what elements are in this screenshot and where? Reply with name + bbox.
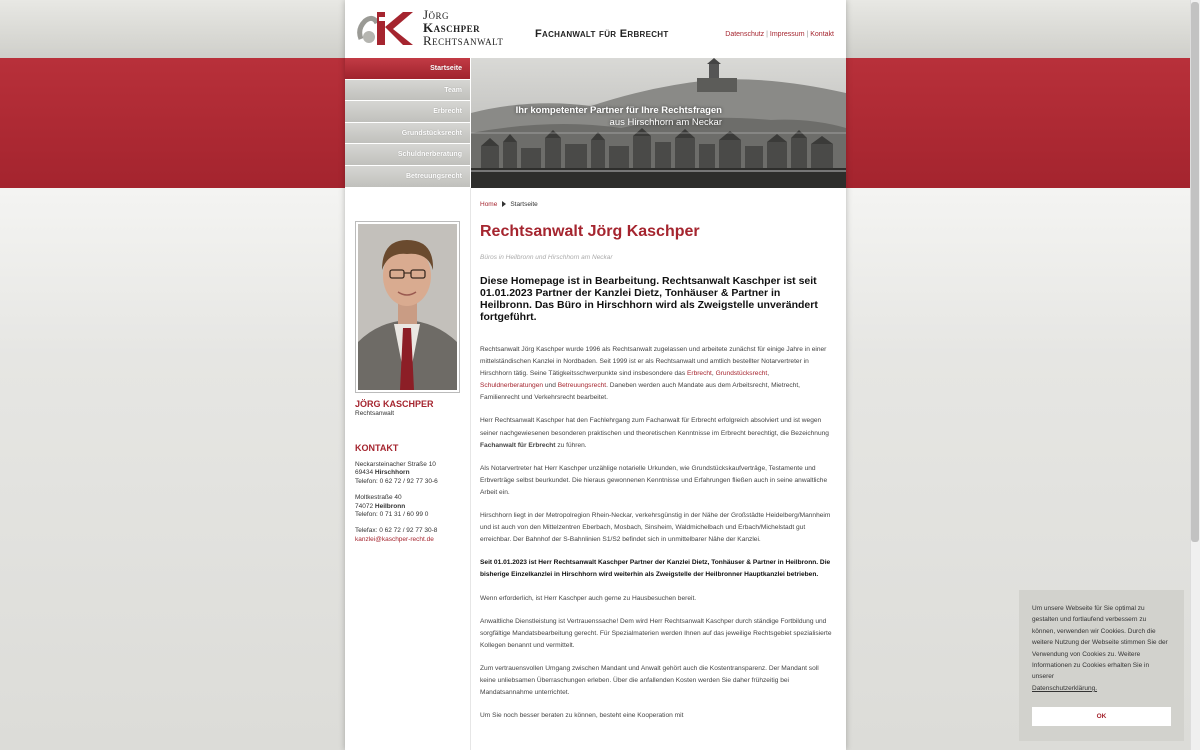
lead-paragraph: Diese Homepage ist in Bearbeitung. Rechtsanwalt Kaschper ist seit 01.01.2023 Partner der Kanzlei Dietz, Tonhäuser & Partner in Heilbronn. Das Büro in Hirschhorn wird als Zweigstelle unverändert fortgeführt.	[480, 275, 818, 323]
brand-name	[423, 8, 503, 47]
office2-phone: Telefon: 0 71 31 / 60 99 0	[355, 511, 429, 519]
paragraph-text: Rechtsanwalt Jörg Kaschper wurde 1996 als Rechtsanwalt zugelassen und arbeitete zunächst für einige Jahre in einer mittelständischen Kanzlei in Nordbaden. Seit 1999 ist er als Rechtsanwalt und amtlich bestellter Notarvertreter in Hirschhorn tätig. Seine Tätigkeitsschwerpunkte sind insbesondere das	[480, 346, 827, 378]
brand-line-3: Rechtsanwalt	[423, 33, 504, 48]
cookie-privacy-link[interactable]: Datenschutzerklärung.	[1032, 684, 1098, 692]
office1-city: Hirschhorn	[374, 469, 410, 477]
page-title: Rechtsanwalt Jörg Kaschper	[480, 223, 700, 240]
main-content	[480, 188, 835, 750]
contact-details	[355, 461, 467, 544]
contact-heading: KONTAKT	[355, 443, 399, 453]
separator: |	[764, 31, 770, 38]
paragraph-text: zu führen.	[555, 441, 587, 449]
paragraph-4: Hirschhorn liegt in der Metropolregion Rhein-Neckar, verkehrsgünstig in der Nähe der Großstädte Heidelberg/Mannheim und ist auch von den Mittelzentren Eberbach, Mosbach, Sinsheim, Waldmichelbach und Erbach/Michelstadt gut erreichbar. Der Bahnhof der S-Bahnlinien S1/S2 befindet sich in unmittelbarer Nähe der Kanzlei.	[480, 512, 831, 544]
link-grundstuecksrecht[interactable]: Grundstücksrecht	[715, 370, 768, 378]
paragraph-7: Anwaltliche Dienstleistung ist Vertrauenssache! Dem wird Herr Rechtsanwalt Kaschper durch ständige Fortbildung und sorgfältige Mandatsbearbeitung gerecht. Für Spezialmaterien werden Ihnen auf das jeweilige Rechtsgebiet spezialisierte Kollegen benannt und vermittelt.	[480, 617, 832, 649]
breadcrumb	[480, 201, 538, 208]
nav-item-schuldnerberatung[interactable]: Schuldnerberatung	[345, 144, 470, 166]
bold-text: Fachanwalt für Erbrecht	[480, 441, 556, 449]
link-datenschutz[interactable]: Datenschutz	[725, 31, 765, 38]
office2-street: Moltkestraße 40	[355, 494, 402, 502]
breadcrumb-current: Startseite	[510, 201, 538, 208]
office1-phone: Telefon: 0 62 72 / 92 77 30-6	[355, 477, 438, 485]
cookie-text: Um unsere Webseite für Sie optimal zu gestalten und fortlaufend verbessern zu können, verwenden wir Cookies. Durch die weitere Nutzung der Webseite stimmen Sie der Verwendung von Cookies zu. Weitere Informationen zu Cookies erhalten Sie in unserer	[1032, 605, 1168, 681]
paragraph-2	[480, 415, 833, 451]
breadcrumb-home[interactable]: Home	[480, 201, 498, 208]
hero-caption	[516, 105, 722, 129]
nav-item-erbrecht[interactable]: Erbrecht	[345, 101, 470, 123]
nav-item-grundstuecksrecht[interactable]: Grundstücksrecht	[345, 123, 470, 145]
paragraph-6: Wenn erforderlich, ist Herr Kaschper auch gerne zu Hausbesuchen bereit.	[480, 594, 697, 602]
top-links	[725, 31, 834, 38]
breadcrumb-arrow-icon	[502, 201, 506, 207]
office2-city-line	[355, 503, 467, 511]
paragraph-text: Herr Rechtsanwalt Kaschper hat den Fachlehrgang zum Fachanwalt für Erbrecht erfolgreich absolviert und ist wegen seiner nachgewiesenen besonderen praktischen und theoretischen Kenntnisse im Erbrecht berechtigt, die Bezeichnung	[480, 417, 829, 437]
link-kontakt[interactable]: Kontakt	[810, 31, 834, 38]
nav-item-startseite[interactable]: Startseite	[345, 58, 470, 80]
page-subtitle: Büros in Heilbronn und Hirschhorn am Neckar	[480, 254, 613, 261]
paragraph-1: Rechtsanwalt Jörg Kaschper wurde 1996 als Rechtsanwalt zugelassen und arbeitete zunächst für einige Jahre in einer mittelständischen Kanzlei in Nordbaden. Seit 1999 ist er als Rechtsanwalt und amtlich bestellter Notarvertreter in Hirschhorn tätig. Seine Tätigkeitsschwerpunkte sind insbesondere das Erbrecht, Grundstücksrecht, Schuldnerberatungen und Betreuungsrecht. Daneben werden auch Mandate aus dem Arbeitsrecht, Mietrecht, Familienrecht und Verkehrsrecht bearbeitet.	[480, 346, 827, 402]
sidebar-person-name: JÖRG KASCHPER	[355, 399, 434, 409]
header	[345, 0, 846, 58]
office1-city-line	[355, 469, 467, 477]
sidebar-person-role: Rechtsanwalt	[355, 410, 395, 417]
office2-city: Heilbronn	[374, 502, 406, 510]
hero-banner	[471, 58, 846, 188]
link-erbrecht[interactable]: Erbrecht	[686, 370, 712, 378]
main-nav	[345, 58, 470, 188]
paragraph-3: Als Notarvertreter hat Herr Kaschper unzählige notarielle Urkunden, wie Grundstückskaufverträge, Testamente und Erbverträge selbst beurkundet. Die hieraus gewonnenen Kenntnisse und Erfahrungen fließen auch in seine anwaltliche Arbeit ein.	[480, 464, 828, 496]
paragraph-text: und	[543, 382, 558, 390]
nav-item-betreuungsrecht[interactable]: Betreuungsrecht	[345, 166, 470, 188]
link-schuldnerberatungen[interactable]: Schuldnerberatungen	[480, 382, 544, 390]
header-tagline: Fachanwalt für Erbrecht	[535, 28, 669, 40]
paragraph-text: . Daneben werden auch Mandate aus dem Arbeitsrecht, Mietrecht, Familienrecht und Verkehrsrecht bearbeitet.	[480, 382, 801, 402]
body-text	[480, 344, 833, 733]
logo-mark-icon	[355, 9, 415, 48]
sidebar	[345, 188, 471, 750]
hero-caption-line-2: aus Hirschhorn am Neckar	[609, 117, 722, 128]
paragraph-8: Zum vertrauensvollen Umgang zwischen Mandant und Anwalt gehört auch die Kostentransparenz. Der Mandant soll keine unliebsamen Überraschungen erleben. Über die anfallenden Kosten werden Sie daher frühzeitig bei Mandatsannahme unterrichtet.	[480, 664, 819, 697]
separator: |	[804, 31, 811, 38]
office1-zip: 69434	[355, 469, 374, 477]
link-betreuungsrecht[interactable]: Betreuungsrecht	[557, 382, 607, 390]
paragraph-5: Seit 01.01.2023 ist Herr Rechtsanwalt Kaschper Partner der Kanzlei Dietz, Tonhäuser & Partner in Heilbronn. Die bisherige Einzelkanzlei in Hirschhorn wird weiterhin als Zweigstelle der Heilbronner Hauptkanzlei betrieben.	[480, 559, 831, 579]
brand-line-1: Jörg	[423, 7, 450, 22]
nav-item-team[interactable]: Team	[345, 80, 470, 102]
hero-caption-line-1: Ihr kompetenter Partner für Ihre Rechtsfragen	[515, 105, 722, 116]
portrait-photo	[355, 221, 460, 393]
link-impressum[interactable]: Impressum	[769, 31, 805, 38]
logo[interactable]	[355, 9, 415, 48]
fax-number: Telefax: 0 62 72 / 92 77 30-8	[355, 527, 438, 535]
office2-zip: 74072	[355, 502, 374, 510]
office1-street: Neckarsteinacher Straße 10	[355, 461, 436, 468]
paragraph-9: Um Sie noch besser beraten zu können, besteht eine Kooperation mit	[480, 712, 684, 720]
brand-line-2: Kaschper	[423, 20, 481, 35]
page-container	[345, 0, 846, 750]
email-link[interactable]: kanzlei@kaschper-recht.de	[355, 535, 434, 543]
cookie-banner	[1019, 590, 1184, 741]
scrollbar-thumb[interactable]	[1191, 2, 1199, 542]
page-scrollbar[interactable]	[1190, 0, 1200, 750]
person-portrait-image	[358, 224, 457, 390]
cookie-ok-button[interactable]: OK	[1032, 707, 1171, 726]
